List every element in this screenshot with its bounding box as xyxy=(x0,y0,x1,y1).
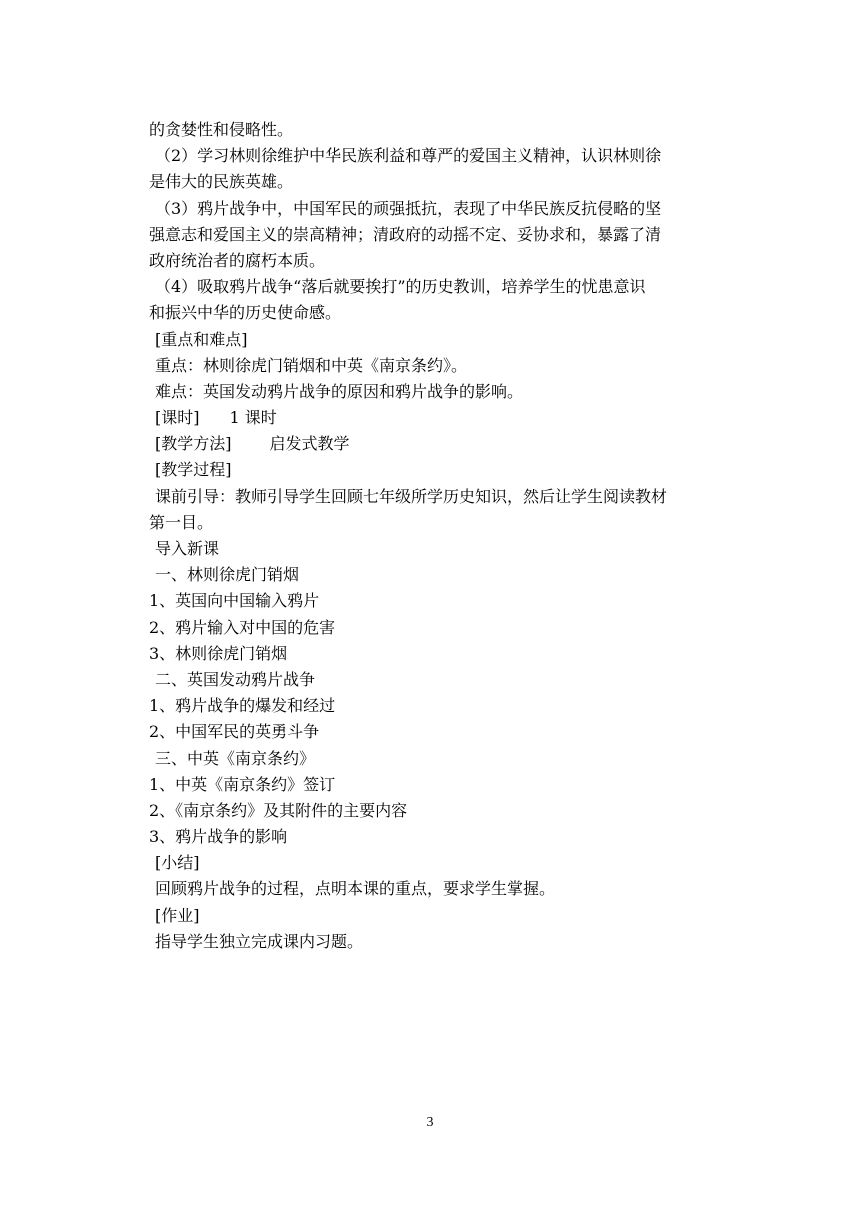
outline-heading-1: 一、林则徐虎门销烟 xyxy=(155,565,300,585)
section-heading-key-points: [重点和难点] xyxy=(155,329,248,349)
key-point-line: 重点：林则徐虎门销烟和中英《南京条约》。 xyxy=(155,355,468,375)
teaching-method-line xyxy=(149,431,715,457)
objective-3-line-2: 强意志和爱国主义的崇高精神；清政府的动摇不定、妥协求和，暴露了清 xyxy=(149,224,662,244)
section-heading-teaching-process: [教学过程] xyxy=(155,460,232,480)
outline-item: 1、英国向中国输入鸦片 xyxy=(149,591,320,611)
objective-3-line-1: （3）鸦片战争中，中国军民的顽强抵抗，表现了中华民族反抗侵略的坚 xyxy=(155,198,662,218)
outline-item: 3、鸦片战争的影响 xyxy=(149,827,288,847)
objective-4-line-2: 和振兴中华的历史使命感。 xyxy=(149,303,342,323)
introduction-line: 导入新课 xyxy=(155,539,220,558)
homework-line: 指导学生独立完成课内习题。 xyxy=(155,931,364,951)
outline-item: 2、《南京条约》及其附件的主要内容 xyxy=(149,800,408,820)
objective-2-line-2: 是伟大的民族英雄。 xyxy=(149,172,294,192)
pre-class-guidance-line-1: 课前引导：教师引导学生回顾七年级所学历史知识，然后让学生阅读教材 xyxy=(155,486,668,506)
pre-class-guidance-line-2: 第一目。 xyxy=(149,512,214,532)
teaching-method-value: 启发式教学 xyxy=(269,434,350,454)
outline-item: 2、中国军民的英勇斗争 xyxy=(149,722,320,742)
objective-3-line-3: 政府统治者的腐朽本质。 xyxy=(149,250,326,270)
outline-item: 1、中英《南京条约》签订 xyxy=(149,774,336,794)
class-hours-value: 1 课时 xyxy=(229,408,277,428)
objective-4-line-1: （4）吸取鸦片战争“落后就要挨打”的历史教训，培养学生的忧患意识 xyxy=(155,277,646,297)
summary-line: 回顾鸦片战争的过程，点明本课的重点，要求学生掌握。 xyxy=(155,879,556,899)
outline-item: 3、林则徐虎门销烟 xyxy=(149,643,288,663)
section-heading-class-hours: [课时] xyxy=(155,408,200,428)
page-number: 3 xyxy=(426,1115,434,1130)
outline-item: 2、鸦片输入对中国的危害 xyxy=(149,617,336,637)
outline-heading-3: 三、中英《南京条约》 xyxy=(155,748,316,768)
text-line: 的贪婪性和侵略性。 xyxy=(149,120,294,139)
section-heading-teaching-method: [教学方法] xyxy=(155,434,232,454)
difficult-point-line: 难点：英国发动鸦片战争的原因和鸦片战争的影响。 xyxy=(155,381,524,401)
section-heading-homework: [作业] xyxy=(155,905,200,925)
body-text xyxy=(149,117,715,955)
class-hours-line xyxy=(149,405,715,431)
outline-heading-2: 二、英国发动鸦片战争 xyxy=(155,669,316,689)
outline-item: 1、鸦片战争的爆发和经过 xyxy=(149,696,336,716)
section-heading-summary: [小结] xyxy=(155,853,200,873)
objective-2-line-1: （2）学习林则徐维护中华民族利益和尊严的爱国主义精神，认识林则徐 xyxy=(155,146,662,166)
